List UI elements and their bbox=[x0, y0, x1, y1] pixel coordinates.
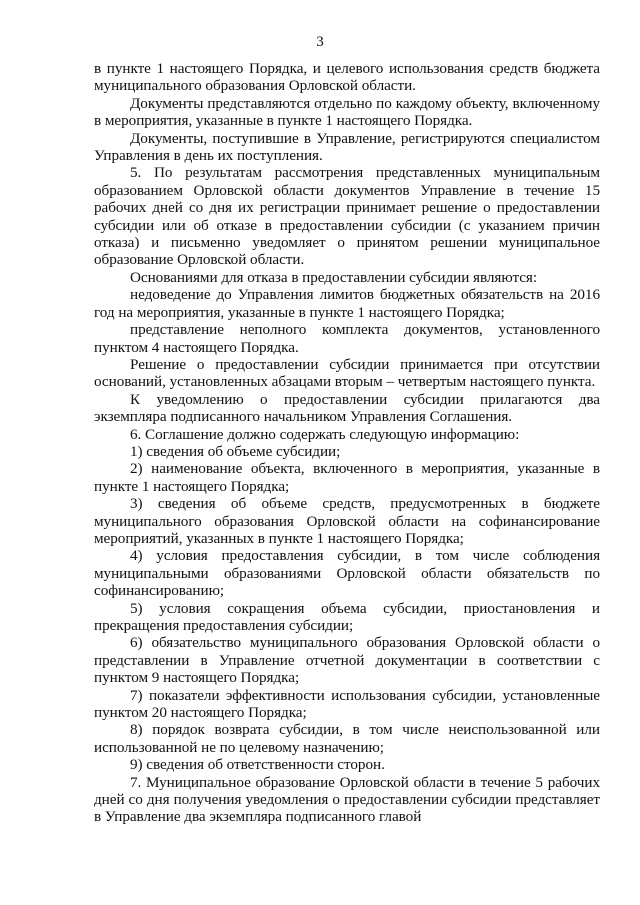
paragraph: 3) сведения об объеме средств, предусмотренных в бюджете муниципального образования Орловской области на софинансирование мероприятий, указанных в пункте 1 настоящего Порядка; bbox=[94, 495, 600, 547]
paragraph: 6) обязательство муниципального образования Орловской области о представлении в Управление отчетной документации в соответствии с пунктом 9 настоящего Порядка; bbox=[94, 634, 600, 687]
paragraph: 4) условия предоставления субсидии, в том числе соблюдения муниципальными образованиями Орловской области обязательств по софинансированию; bbox=[94, 547, 600, 600]
paragraph: 8) порядок возврата субсидии, в том числе неиспользованной или использованной не по целевому назначению; bbox=[94, 721, 600, 756]
paragraph: Документы представляются отдельно по каждому объекту, включенному в мероприятия, указанные в пункте 1 настоящего Порядка. bbox=[94, 94, 600, 130]
paragraph: 7) показатели эффективности использования субсидии, установленные пунктом 20 настоящего Порядка; bbox=[94, 686, 600, 722]
paragraph: Основаниями для отказа в предоставлении субсидии являются: bbox=[130, 268, 538, 286]
paragraph: 2) наименование объекта, включенного в мероприятия, указанные в пункте 1 настоящего Порядка; bbox=[94, 460, 600, 495]
paragraph: 7. Муниципальное образование Орловской области в течение 5 рабочих дней со дня получения уведомления о предоставлении субсидии представляет в Управление два экземпляра подписанного главой bbox=[94, 773, 600, 826]
paragraph: 6. Соглашение должно содержать следующую информацию: bbox=[130, 425, 520, 443]
paragraph: 9) сведения об ответственности сторон. bbox=[130, 756, 385, 774]
paragraph: 1) сведения об объеме субсидии; bbox=[130, 442, 341, 460]
paragraph: в пункте 1 настоящего Порядка, и целевого использования средств бюджета муниципального образования Орловской области. bbox=[94, 60, 600, 95]
paragraph: 5. По результатам рассмотрения представленных муниципальным образованием Орловской области документов Управление в течение 15 рабочих дней со дня их регистрации принимает решение о предоставлении субсидии или об отказе в предоставлении субсидии (с указанием причин отказа) и письменно уведомляет о принятом решении муниципальное образование Орловской области. bbox=[94, 164, 600, 269]
paragraph: К уведомлению о предоставлении субсидии прилагаются два экземпляра подписанного начальником Управления Соглашения. bbox=[94, 390, 600, 426]
paragraph: Решение о предоставлении субсидии принимается при отсутствии оснований, установленных абзацами вторым – четвертым настоящего пункта. bbox=[94, 355, 600, 391]
paragraph: представление неполного комплекта документов, установленного пунктом 4 настоящего Порядка. bbox=[94, 321, 600, 356]
paragraph: 5) условия сокращения объема субсидии, приостановления и прекращения предоставления субсидии; bbox=[94, 599, 600, 634]
paragraph: Документы, поступившие в Управление, регистрируются специалистом Управления в день их поступления. bbox=[94, 129, 600, 165]
page-number: 3 bbox=[316, 34, 324, 50]
document-body bbox=[94, 60, 600, 826]
paragraph: недоведение до Управления лимитов бюджетных обязательств на 2016 год на мероприятия, указанные в пункте 1 настоящего Порядка; bbox=[94, 286, 600, 321]
